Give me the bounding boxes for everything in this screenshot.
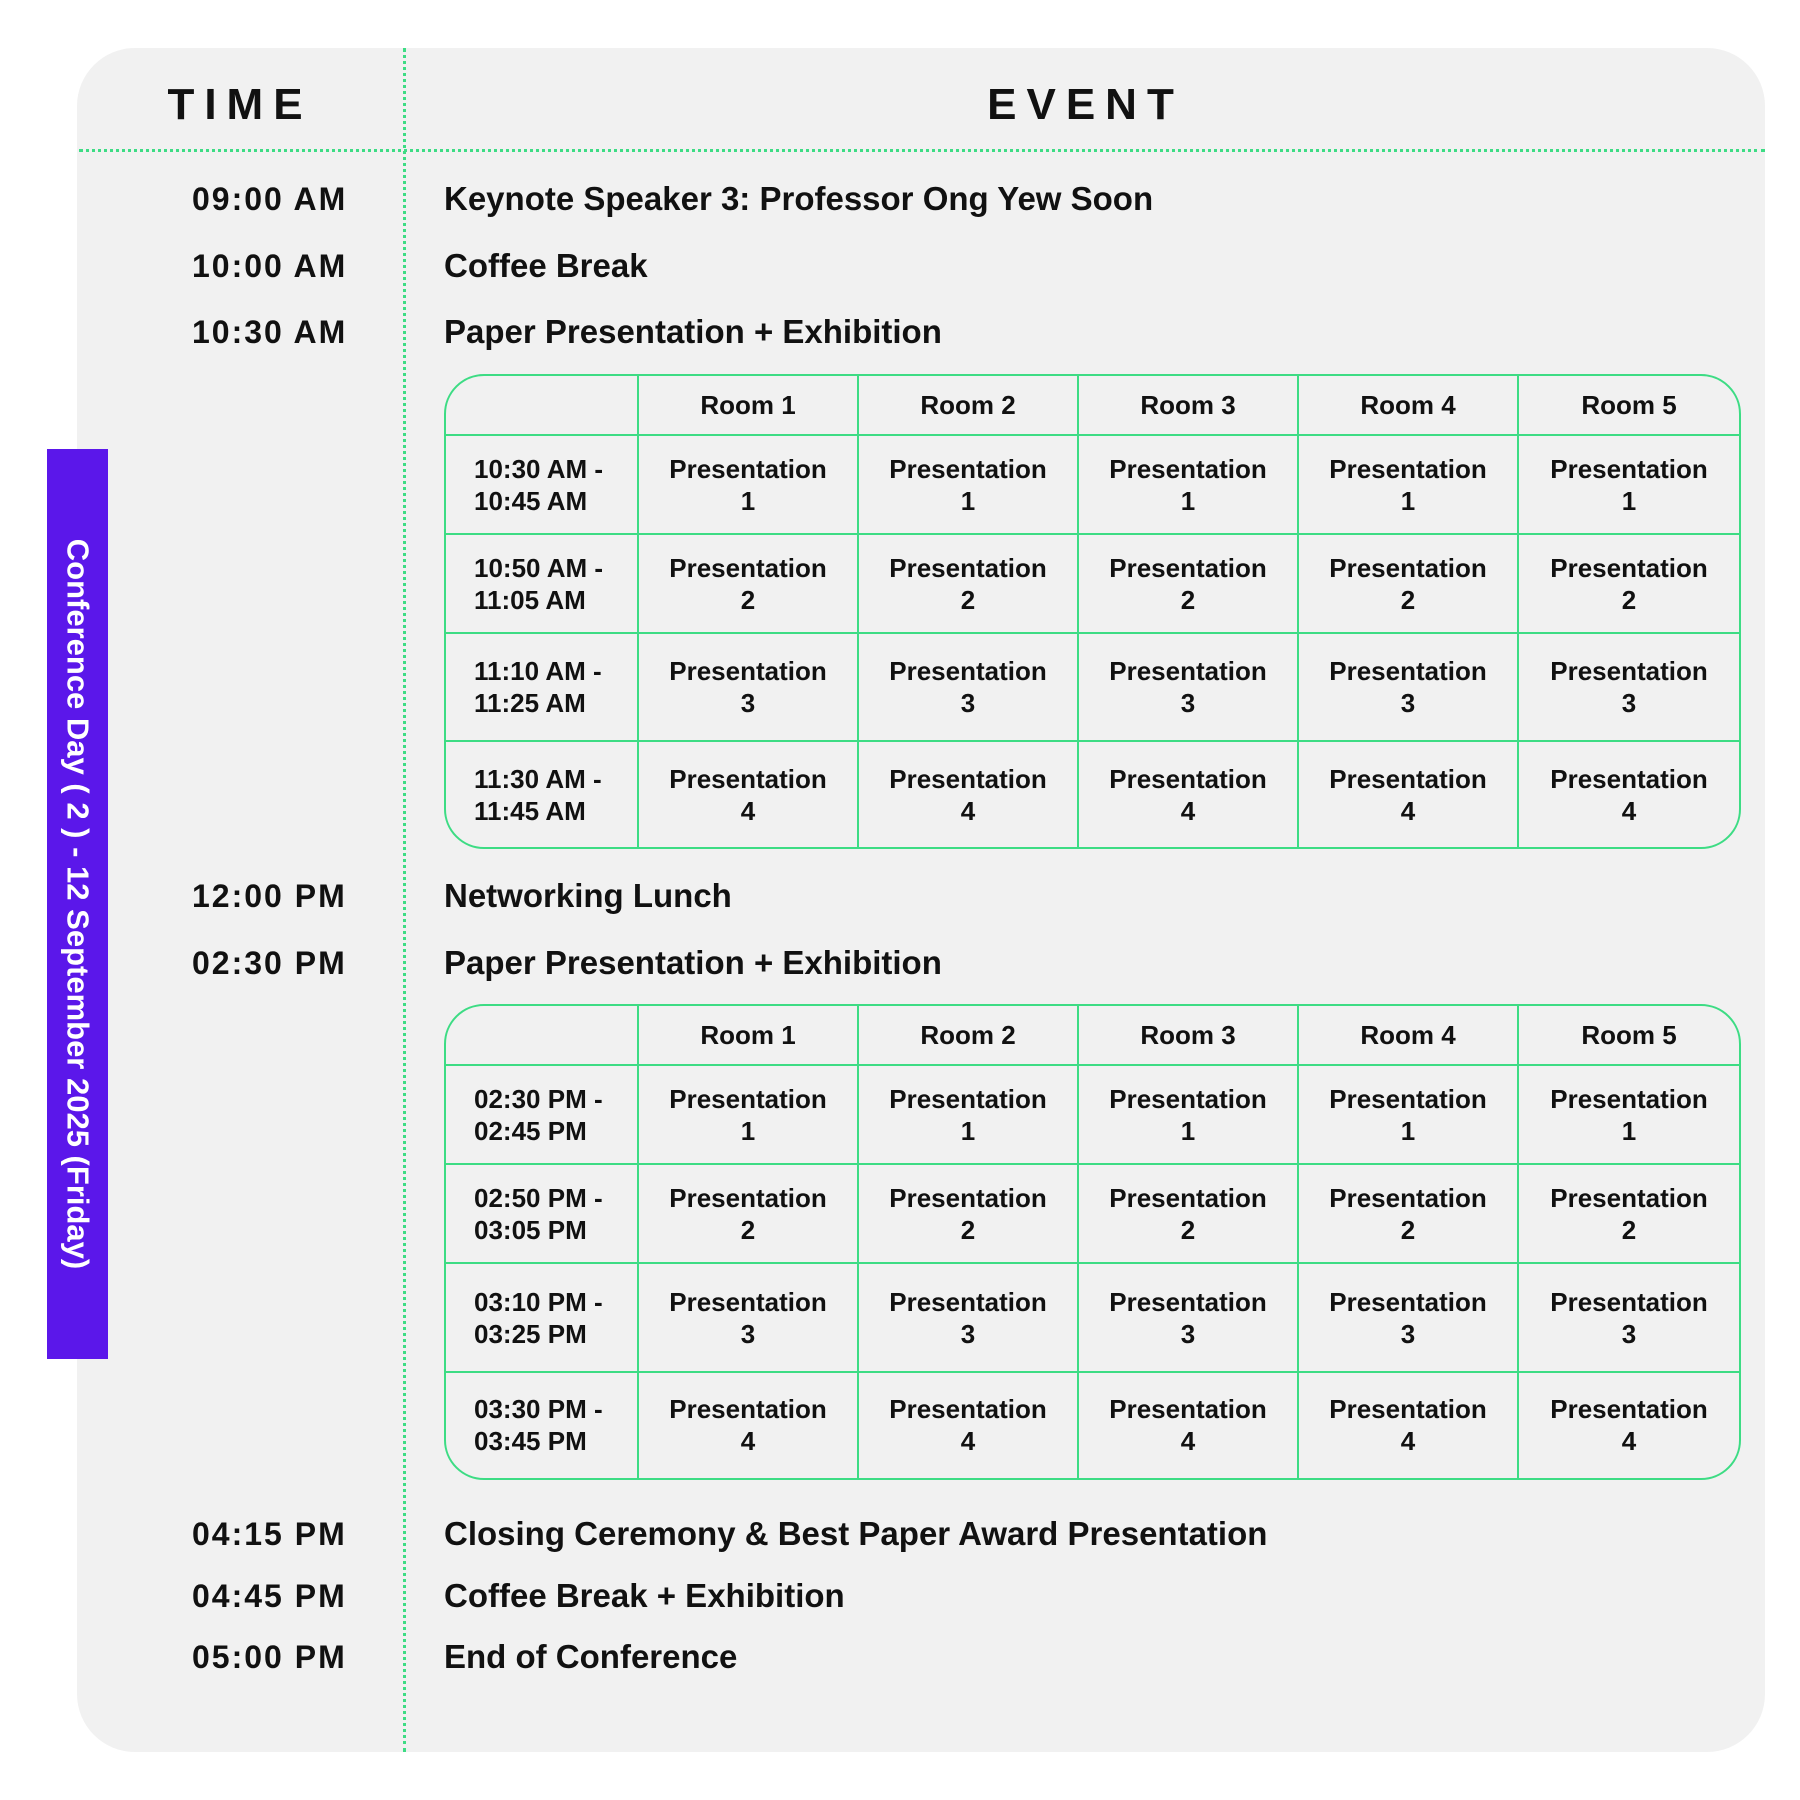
presentation-cell	[1079, 634, 1299, 742]
agenda-event: Closing Ceremony & Best Paper Award Presentation	[444, 1515, 1268, 1552]
presentation-number: 4	[960, 795, 976, 826]
agenda-event: Networking Lunch	[444, 877, 732, 914]
presentation-number: 2	[1400, 1214, 1416, 1245]
presentation-label: Presentation	[1109, 1182, 1267, 1213]
presentation-cell	[1079, 1165, 1299, 1264]
presentation-label: Presentation	[1329, 453, 1487, 484]
presentation-label: Presentation	[889, 1286, 1047, 1317]
presentation-number: 1	[1621, 1115, 1637, 1146]
agenda-event: Coffee Break	[444, 247, 648, 284]
presentation-label: Presentation	[1550, 656, 1708, 686]
slot-start: 02:30 PM -	[474, 1083, 603, 1114]
presentation-cell	[639, 742, 859, 847]
slot-start: 03:10 PM -	[474, 1286, 603, 1317]
presentation-cell	[1299, 634, 1519, 742]
afternoon-session-table	[444, 1004, 1741, 1480]
presentation-cell	[1079, 1373, 1299, 1478]
presentation-cell	[859, 634, 1079, 742]
presentation-number: 3	[960, 1318, 976, 1349]
presentation-label: Presentation	[669, 453, 827, 484]
presentation-number: 2	[740, 584, 756, 615]
room-header: Room 2	[859, 376, 1079, 436]
presentation-label: Presentation	[1329, 1083, 1487, 1114]
presentation-cell	[1299, 535, 1519, 634]
presentation-cell	[639, 1066, 859, 1165]
presentation-number: 3	[1180, 688, 1196, 718]
agenda-event: Paper Presentation + Exhibition	[444, 313, 942, 350]
time-slot	[446, 535, 639, 634]
presentation-label: Presentation	[889, 656, 1047, 686]
event-column-header: EVENT	[987, 80, 1184, 129]
presentation-label: Presentation	[669, 1286, 827, 1317]
presentation-label: Presentation	[1550, 1394, 1708, 1425]
presentation-cell	[1079, 1264, 1299, 1372]
presentation-number: 3	[740, 688, 756, 718]
room-header: Room 3	[1079, 376, 1299, 436]
table-row	[446, 1373, 1739, 1478]
presentation-label: Presentation	[1550, 1083, 1708, 1114]
slot-end: 11:25 AM	[474, 688, 586, 718]
agenda-time: 10:00 AM	[192, 248, 348, 284]
table-row	[446, 1165, 1739, 1264]
presentation-number: 1	[1180, 1115, 1196, 1146]
presentation-label: Presentation	[1550, 552, 1708, 583]
presentation-cell	[1079, 1066, 1299, 1165]
agenda-time: 10:30 AM	[192, 314, 348, 350]
slot-end: 02:45 PM	[474, 1115, 587, 1146]
time-slot	[446, 1264, 639, 1372]
presentation-cell	[1519, 436, 1739, 535]
slot-start: 11:30 AM -	[474, 763, 602, 794]
presentation-cell	[859, 1264, 1079, 1372]
room-header: Room 3	[1079, 1006, 1299, 1066]
room-header: Room 1	[639, 376, 859, 436]
presentation-number: 3	[740, 1318, 756, 1349]
slot-end: 03:05 PM	[474, 1214, 587, 1245]
presentation-number: 3	[960, 688, 976, 718]
time-slot	[446, 634, 639, 742]
presentation-number: 2	[1621, 584, 1637, 615]
presentation-cell	[1519, 634, 1739, 742]
presentation-label: Presentation	[1329, 552, 1487, 583]
presentation-label: Presentation	[889, 453, 1047, 484]
presentation-number: 1	[960, 1115, 976, 1146]
room-header: Room 5	[1519, 1006, 1739, 1066]
corner-cell	[446, 376, 639, 436]
presentation-label: Presentation	[889, 763, 1047, 794]
presentation-number: 3	[1180, 1318, 1196, 1349]
agenda-time: 05:00 PM	[192, 1639, 347, 1675]
corner-cell	[446, 1006, 639, 1066]
presentation-cell	[859, 1373, 1079, 1478]
slot-start: 03:30 PM -	[474, 1394, 603, 1425]
presentation-cell	[1299, 436, 1519, 535]
agenda-event: Coffee Break + Exhibition	[444, 1577, 845, 1614]
slot-end: 10:45 AM	[474, 485, 588, 516]
presentation-number: 3	[1621, 688, 1637, 718]
presentation-number: 2	[960, 584, 976, 615]
header-divider	[79, 149, 1765, 152]
room-header: Room 2	[859, 1006, 1079, 1066]
presentation-cell	[859, 1066, 1079, 1165]
agenda-event: Paper Presentation + Exhibition	[444, 944, 942, 981]
presentation-cell	[1299, 1373, 1519, 1478]
presentation-cell	[639, 634, 859, 742]
agenda-time: 12:00 PM	[192, 878, 347, 914]
presentation-number: 2	[1621, 1214, 1637, 1245]
presentation-label: Presentation	[1109, 656, 1267, 686]
presentation-number: 2	[960, 1214, 976, 1245]
presentation-label: Presentation	[1109, 1083, 1267, 1114]
presentation-label: Presentation	[1109, 763, 1267, 794]
presentation-number: 4	[740, 1426, 756, 1457]
presentation-label: Presentation	[889, 1394, 1047, 1425]
presentation-cell	[639, 1165, 859, 1264]
presentation-number: 4	[1621, 1426, 1637, 1457]
table-row	[446, 1066, 1739, 1165]
table-row	[446, 742, 1739, 847]
presentation-cell	[1519, 1165, 1739, 1264]
presentation-label: Presentation	[1550, 1286, 1708, 1317]
room-header-row	[446, 376, 1739, 436]
presentation-cell	[639, 535, 859, 634]
presentation-cell	[859, 436, 1079, 535]
presentation-label: Presentation	[1109, 453, 1267, 484]
time-slot	[446, 1165, 639, 1264]
presentation-number: 4	[1180, 1426, 1196, 1457]
presentation-label: Presentation	[889, 1083, 1047, 1114]
slot-start: 02:50 PM -	[474, 1182, 603, 1213]
presentation-cell	[1299, 1165, 1519, 1264]
agenda-time: 04:45 PM	[192, 1578, 347, 1614]
presentation-number: 2	[1180, 584, 1196, 615]
presentation-number: 1	[740, 1115, 756, 1146]
presentation-cell	[1079, 436, 1299, 535]
table-row	[446, 436, 1739, 535]
presentation-cell	[639, 1373, 859, 1478]
presentation-cell	[859, 742, 1079, 847]
presentation-cell	[1079, 535, 1299, 634]
presentation-label: Presentation	[1329, 656, 1487, 686]
slot-end: 11:45 AM	[474, 795, 586, 826]
presentation-number: 2	[740, 1214, 756, 1245]
room-header: Room 4	[1299, 1006, 1519, 1066]
presentation-number: 4	[1621, 795, 1637, 826]
agenda-time: 02:30 PM	[192, 945, 347, 981]
presentation-label: Presentation	[1550, 453, 1708, 484]
presentation-label: Presentation	[669, 656, 827, 686]
presentation-number: 4	[1180, 795, 1196, 826]
time-slot	[446, 1066, 639, 1165]
presentation-cell	[1519, 742, 1739, 847]
presentation-label: Presentation	[889, 552, 1047, 583]
presentation-cell	[859, 1165, 1079, 1264]
presentation-label: Presentation	[669, 1083, 827, 1114]
presentation-number: 4	[1400, 1426, 1416, 1457]
presentation-number: 2	[1180, 1214, 1196, 1245]
presentation-cell	[1519, 1373, 1739, 1478]
presentation-number: 4	[1400, 795, 1416, 826]
room-header: Room 5	[1519, 376, 1739, 436]
presentation-label: Presentation	[1329, 763, 1487, 794]
slot-start: 10:30 AM -	[474, 453, 604, 484]
presentation-number: 1	[960, 485, 976, 516]
presentation-label: Presentation	[669, 1182, 827, 1213]
presentation-number: 2	[1400, 584, 1416, 615]
slot-end: 03:25 PM	[474, 1318, 587, 1349]
column-divider	[403, 48, 406, 1752]
presentation-number: 4	[960, 1426, 976, 1457]
slot-start: 10:50 AM -	[474, 552, 604, 583]
morning-session-table	[444, 374, 1741, 849]
presentation-number: 1	[1400, 1115, 1416, 1146]
presentation-cell	[1519, 1264, 1739, 1372]
table-row	[446, 535, 1739, 634]
time-slot	[446, 1373, 639, 1478]
presentation-label: Presentation	[1329, 1394, 1487, 1425]
presentation-number: 3	[1400, 688, 1416, 718]
day-banner-label: Conference Day ( 2 ) - 12 September 2025 (Friday)	[60, 538, 96, 1270]
presentation-label: Presentation	[1550, 1182, 1708, 1213]
presentation-cell	[639, 1264, 859, 1372]
agenda-time: 09:00 AM	[192, 181, 348, 217]
time-column-header: TIME	[167, 80, 313, 129]
table-row	[446, 1264, 1739, 1372]
presentation-cell	[1299, 1264, 1519, 1372]
presentation-label: Presentation	[1329, 1286, 1487, 1317]
presentation-label: Presentation	[1109, 1394, 1267, 1425]
room-header-row	[446, 1006, 1739, 1066]
presentation-number: 3	[1400, 1318, 1416, 1349]
presentation-cell	[1519, 1066, 1739, 1165]
time-slot	[446, 436, 639, 535]
time-slot	[446, 742, 639, 847]
presentation-number: 3	[1621, 1318, 1637, 1349]
agenda-event: Keynote Speaker 3: Professor Ong Yew Soon	[444, 180, 1154, 217]
room-header: Room 1	[639, 1006, 859, 1066]
agenda-time: 04:15 PM	[192, 1516, 347, 1552]
presentation-label: Presentation	[669, 1394, 827, 1425]
presentation-label: Presentation	[1329, 1182, 1487, 1213]
slot-end: 11:05 AM	[474, 584, 586, 615]
presentation-number: 1	[1400, 485, 1416, 516]
presentation-label: Presentation	[1109, 552, 1267, 583]
table-row	[446, 634, 1739, 742]
presentation-cell	[1519, 535, 1739, 634]
presentation-number: 1	[1180, 485, 1196, 516]
room-header: Room 4	[1299, 376, 1519, 436]
presentation-label: Presentation	[669, 552, 827, 583]
slot-end: 03:45 PM	[474, 1426, 587, 1457]
presentation-label: Presentation	[889, 1182, 1047, 1213]
presentation-label: Presentation	[1109, 1286, 1267, 1317]
presentation-number: 1	[1621, 485, 1637, 516]
presentation-number: 4	[740, 795, 756, 826]
presentation-cell	[639, 436, 859, 535]
presentation-cell	[1079, 742, 1299, 847]
presentation-label: Presentation	[669, 763, 827, 794]
slot-start: 11:10 AM -	[474, 656, 602, 686]
presentation-cell	[859, 535, 1079, 634]
agenda-event: End of Conference	[444, 1638, 738, 1675]
presentation-number: 1	[740, 485, 756, 516]
presentation-label: Presentation	[1550, 763, 1708, 794]
presentation-cell	[1299, 742, 1519, 847]
presentation-cell	[1299, 1066, 1519, 1165]
